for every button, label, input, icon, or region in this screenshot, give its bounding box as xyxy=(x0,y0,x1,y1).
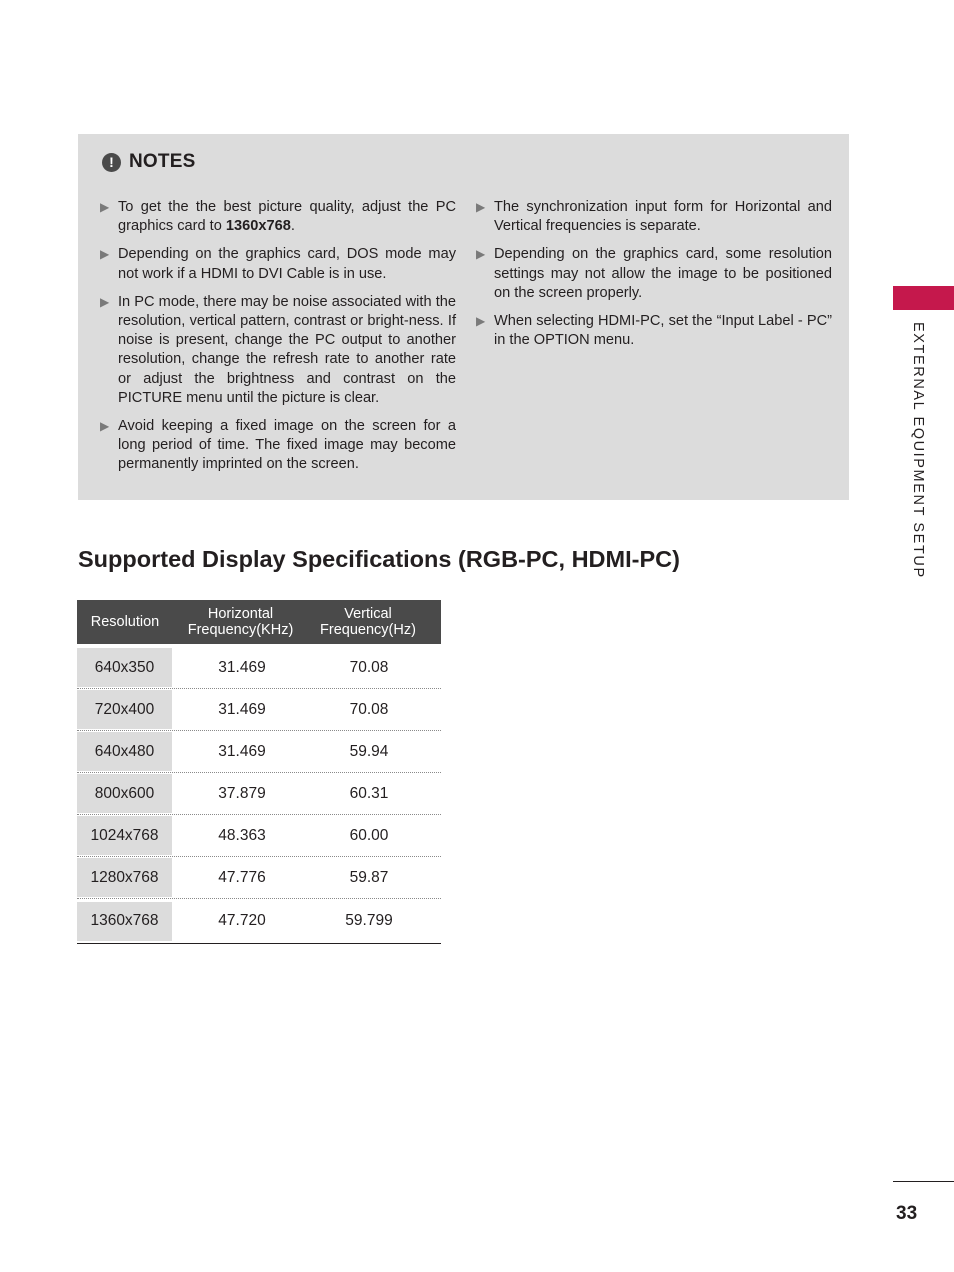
note-text: Avoid keeping a fixed image on the screen for a long period of time. The fixed image may become permanently imprinted on the screen. xyxy=(118,418,456,473)
note-item xyxy=(100,417,456,475)
note-text: Depending on the graphics card, DOS mode may not work if a HDMI to DVI Cable is in use. xyxy=(118,246,456,282)
resolution-cell: 640x480 xyxy=(77,732,172,771)
page-number: 33 xyxy=(896,1203,918,1224)
vertical-frequency-cell: 59.87 xyxy=(349,868,389,886)
note-item xyxy=(100,293,456,408)
triangle-bullet-icon: ▶ xyxy=(100,294,110,309)
table-row xyxy=(77,899,441,944)
note-text: When selecting HDMI-PC, set the “Input Label - PC” in the OPTION menu. xyxy=(494,313,832,349)
note-item xyxy=(100,245,456,283)
table-row xyxy=(77,647,441,689)
vertical-frequency-cell: 60.31 xyxy=(349,784,389,802)
horizontal-frequency-cell: 31.469 xyxy=(218,742,266,760)
notes-header xyxy=(102,151,195,173)
vertical-frequency-cell: 59.94 xyxy=(349,742,389,760)
note-item xyxy=(476,312,832,350)
note-item: ▶ To get the the best picture quality, adjust the PC graphics card to 1360x768. xyxy=(100,198,456,236)
resolution-cell: 720x400 xyxy=(77,690,172,729)
triangle-bullet-icon: ▶ xyxy=(476,247,486,262)
triangle-bullet-icon: ▶ xyxy=(100,419,110,434)
resolution-cell: 640x350 xyxy=(77,648,172,687)
table-row xyxy=(77,731,441,773)
resolution-cell: 1024x768 xyxy=(77,816,172,855)
table-body xyxy=(77,647,441,944)
table-header xyxy=(77,600,441,644)
notes-box xyxy=(78,134,849,500)
table-row xyxy=(77,815,441,857)
triangle-bullet-icon: ▶ xyxy=(476,314,486,329)
horizontal-frequency-cell: 47.720 xyxy=(218,912,266,929)
note-text: The synchronization input form for Horizontal and Vertical frequencies is separate. xyxy=(494,199,832,235)
resolution-cell: 800x600 xyxy=(77,774,172,813)
note-text: To get the the best picture quality, adjust the PC graphics card to xyxy=(118,199,456,235)
footer-rule xyxy=(893,1181,954,1182)
vertical-frequency-cell: 70.08 xyxy=(349,658,389,676)
notes-title: NOTES xyxy=(129,151,196,172)
horizontal-frequency-cell: 37.879 xyxy=(218,784,266,802)
vertical-frequency-cell: 59.799 xyxy=(345,912,393,929)
header-horizontal-frequency: Horizontal Frequency(KHz) xyxy=(187,606,294,638)
vertical-frequency-cell: 60.00 xyxy=(349,826,389,844)
exclamation-icon: ! xyxy=(102,153,121,172)
vertical-frequency-cell: 70.08 xyxy=(349,700,389,718)
section-title: Supported Display Specifications (RGB-PC, HDMI-PC) xyxy=(78,546,680,572)
resolution-cell: 1280x768 xyxy=(77,858,172,897)
notes-right-column xyxy=(476,198,832,359)
header-vertical-frequency: Vertical Frequency(Hz) xyxy=(320,606,416,638)
header-resolution: Resolution xyxy=(90,614,160,630)
table-row xyxy=(77,857,441,899)
horizontal-frequency-cell: 48.363 xyxy=(218,826,266,844)
resolution-cell: 1360x768 xyxy=(77,902,172,941)
triangle-bullet-icon: ▶ xyxy=(476,200,486,214)
note-item xyxy=(476,245,832,303)
notes-left-column xyxy=(100,198,456,484)
note-bold-text: 1360x768 xyxy=(225,218,291,235)
horizontal-frequency-cell: 31.469 xyxy=(218,658,266,676)
display-spec-table xyxy=(77,600,441,944)
chapter-side-label: EXTERNAL EQUIPMENT SETUP xyxy=(910,322,926,579)
table-row xyxy=(77,773,441,815)
triangle-bullet-icon: ▶ xyxy=(100,200,110,214)
note-text: In PC mode, there may be noise associated with the resolution, vertical pattern, contrast or bright-ness. If noise is present, change the PC output to another resolution, change the refresh rate to another rate or adjust the brightness and contrast on the PICTURE menu until the picture is clear. xyxy=(118,293,456,406)
table-row xyxy=(77,689,441,731)
horizontal-frequency-cell: 31.469 xyxy=(218,700,266,718)
horizontal-frequency-cell: 47.776 xyxy=(218,868,266,886)
note-item xyxy=(476,198,832,236)
section-tab-marker xyxy=(893,286,954,310)
triangle-bullet-icon: ▶ xyxy=(100,247,110,262)
note-text: Depending on the graphics card, some resolution settings may not allow the image to be positioned on the screen properly. xyxy=(494,246,832,301)
